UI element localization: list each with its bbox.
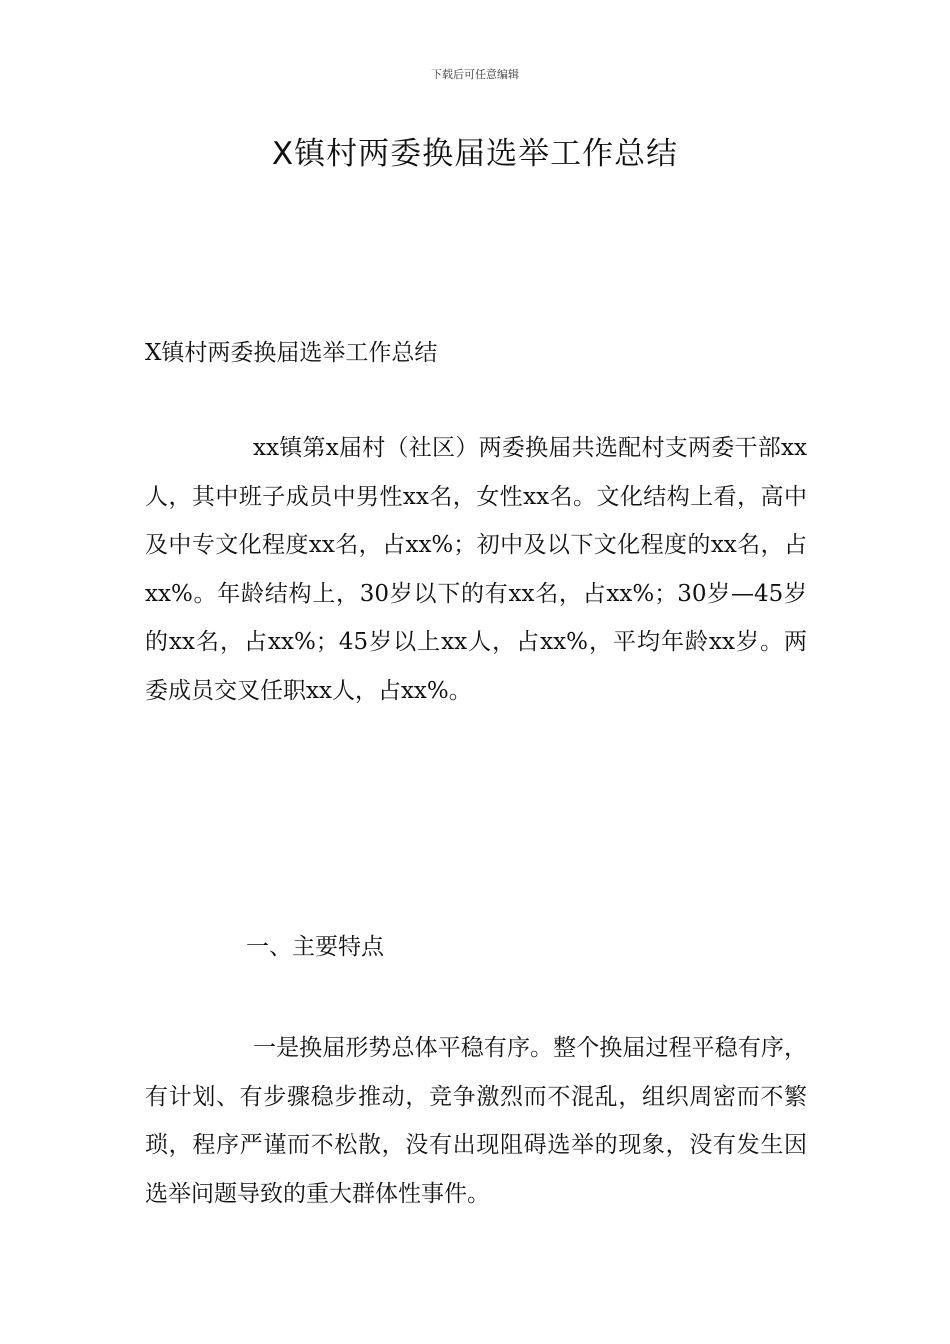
paragraph-feature-one: 一是换届形势总体平稳有序。整个换届过程平稳有序，有计划、有步骤稳步推动，竞争激烈而不混乱，组织周密而不繁琐，程序严谨而不松散，没有出现阻碍选举的现象，没有发生因选举问题导致的重大群体性事件。 xyxy=(145,1035,807,1207)
section-heading-main-features: 一、主要特点 xyxy=(246,934,384,960)
document-subtitle: X镇村两委换届选举工作总结 xyxy=(145,340,438,366)
header-note: 下载后可任意编辑 xyxy=(431,68,519,81)
document-title: X镇村两委换届选举工作总结 xyxy=(271,136,679,172)
paragraph-statistics: xx镇第x届村（社区）两委换届共选配村支两委干部xx人，其中班子成员中男性xx名，女性xx名。文化结构上看，高中及中专文化程度xx名，占xx%；初中及以下文化程度的xx名，占xx%。年龄结构上，30岁以下的有xx名，占xx%；30岁—45岁的xx名，占xx%；45岁以上xx人，占xx%，平均年龄xx岁。两委成员交叉任职xx人，占xx%。 xyxy=(145,435,807,704)
